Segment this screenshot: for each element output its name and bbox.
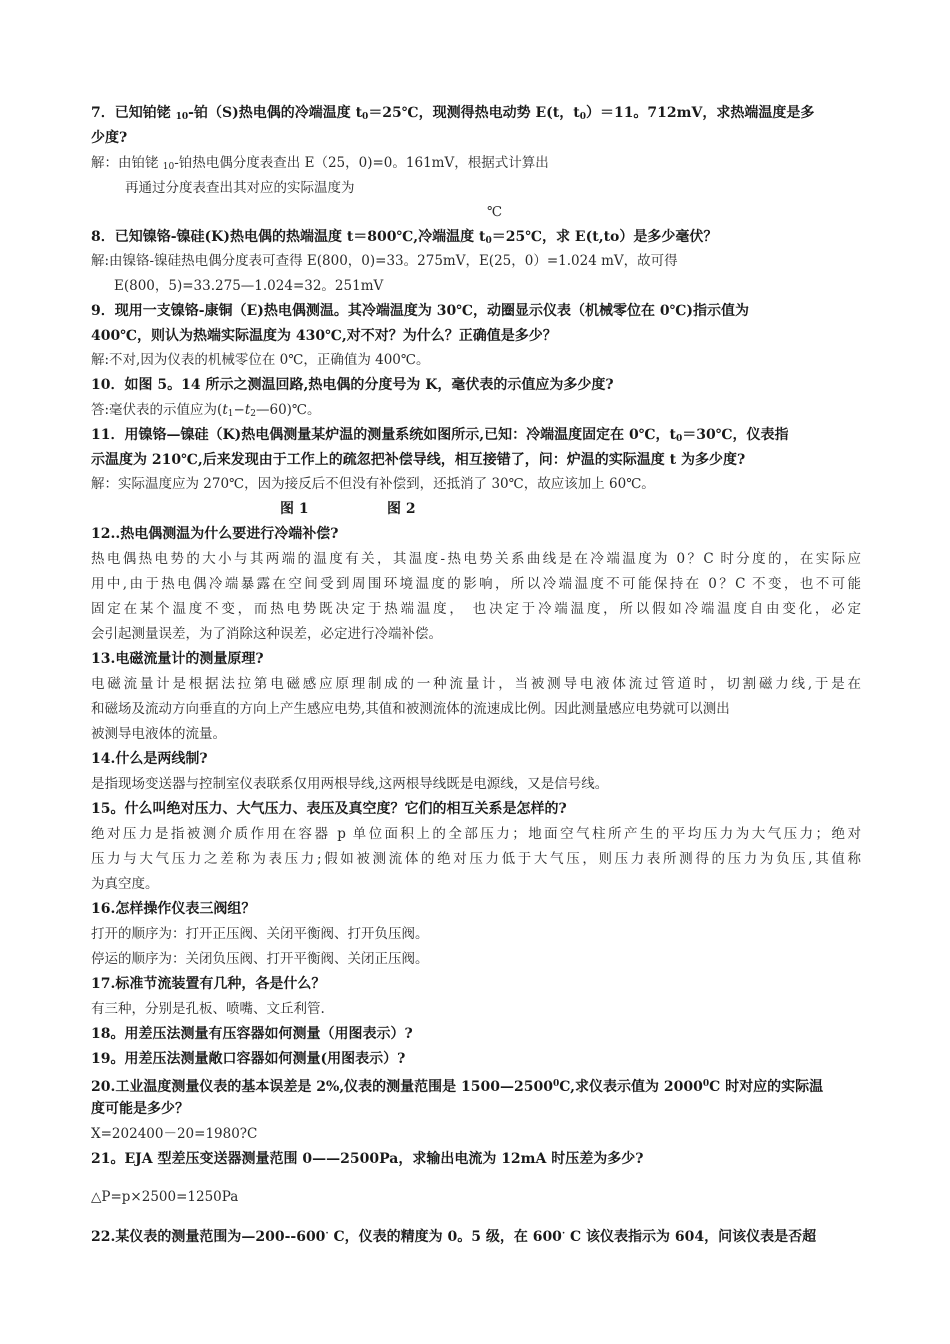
text-run: 19。用差压法测量敞口容器如何测量(用图表示）? xyxy=(91,1051,406,1067)
subscript: 2 xyxy=(250,409,256,419)
answer-line xyxy=(91,999,861,1019)
text-run: ）＝11。712mV，求热端温度是多 xyxy=(585,105,815,121)
text-run: 图 1 xyxy=(280,501,309,517)
answer-line xyxy=(91,350,861,370)
text-run: 22.某仪表的测量范围为—200--600 xyxy=(91,1229,326,1245)
text-run: 度可能是多少？ xyxy=(91,1101,189,1117)
question-line xyxy=(91,1049,861,1069)
text-run: C，仪表的精度为 0。5 级，在 600 xyxy=(328,1229,562,1245)
text-run: —60)℃。 xyxy=(255,402,321,418)
text-run: 12..热电偶测温为什么要进行冷端补偿? xyxy=(91,526,339,542)
answer-line xyxy=(91,874,861,894)
answer-line xyxy=(91,251,861,271)
question-line xyxy=(91,1149,861,1169)
text-run: 和磁场及流动方向垂直的方向上产生感应电势,其值和被测流体的流速成比例。因此测量感应电势就可以测出 xyxy=(91,701,730,717)
subscript: 0 xyxy=(362,112,369,122)
answer-line xyxy=(91,574,861,594)
answer-line xyxy=(91,949,861,969)
subscript: 0 xyxy=(579,112,586,122)
superscript: 0 xyxy=(702,1079,710,1089)
answer-line xyxy=(91,724,861,744)
text-run: 用中,由于热电偶冷端暴露在空间受到周围环境温度的影响，所以冷端温度不可能保持在 0？C 不变，也不可能 xyxy=(91,576,861,592)
text-run: 16.怎样操作仪表三阀组？ xyxy=(91,901,256,917)
question-line xyxy=(91,450,861,470)
question-line xyxy=(91,524,861,544)
text-run: − xyxy=(233,402,245,418)
text-run: 8．已知镍铬-镍硅(K)热电偶的热端温度 t＝800℃,冷端温度 t xyxy=(91,229,486,245)
text-run: 10．如图 5。14 所示之测温回路,热电偶的分度号为 K，毫伏表的示值应为多少度? xyxy=(91,377,614,393)
text-run: 13.电磁流量计的测量原理? xyxy=(91,651,264,667)
superscript: 0 xyxy=(552,1079,560,1089)
text-run: 绝对压力是指被测介质作用在容器 p 单位面积上的全部压力；地面空气柱所产生的平均压力为大气压力；绝对 xyxy=(91,826,861,842)
text-run: E(800，5)=33.275—1.024=32。251mV xyxy=(114,278,384,294)
question-line xyxy=(91,128,861,148)
question-line xyxy=(91,1074,861,1094)
subscript: 1 xyxy=(227,409,234,419)
text-run: 少度? xyxy=(91,130,128,146)
question-line xyxy=(91,227,861,247)
question-line xyxy=(91,1224,861,1244)
text-run: 21。EJA 型差压变送器测量范围 0——2500Pa，求输出电流为 12mA 时压差为多少? xyxy=(91,1151,644,1167)
text-run: 15。什么叫绝对压力、大气压力、表压及真空度？它们的相互关系是怎样的? xyxy=(91,801,567,817)
text-run: 为真空度。 xyxy=(91,876,159,892)
subscript: 0 xyxy=(485,236,492,246)
question-line xyxy=(91,974,861,994)
answer-line xyxy=(91,849,861,869)
question-line xyxy=(91,326,861,346)
question-line xyxy=(280,499,309,519)
question-line xyxy=(91,1024,861,1044)
answer-line xyxy=(91,153,861,173)
text-run: 电磁流量计是根据法拉第电磁感应原理制成的一种流量计，当被测导电液体流过管道时，切割磁力线,于是在 xyxy=(91,676,861,692)
question-line xyxy=(91,301,861,321)
question-line xyxy=(91,899,861,919)
answer-line xyxy=(91,774,861,794)
text-run: 14.什么是两线制? xyxy=(91,751,208,767)
text-run: ＝25℃，求 E(t,to）是多少毫伏？ xyxy=(491,229,718,245)
answer-line xyxy=(91,1124,861,1144)
question-line xyxy=(91,103,861,123)
text-run: 停运的顺序为：关闭负压阀、打开平衡阀、关闭正压阀。 xyxy=(91,951,429,967)
superscript: · xyxy=(325,1229,329,1239)
text-run: 解:由镍铬-镍硅热电偶分度表可查得 E(800，0)=33。275mV，E(25，0）=1.024 mV，故可得 xyxy=(91,253,678,269)
text-run: 是指现场变送器与控制室仪表联系仅用两根导线,这两根导线既是电源线，又是信号线。 xyxy=(91,776,609,792)
question-line xyxy=(387,499,416,519)
text-run: 再通过分度表查出其对应的实际温度为 xyxy=(125,180,355,196)
answer-line xyxy=(91,549,861,569)
text-run: 解:不对,因为仪表的机械零位在 0℃，正确值为 400℃。 xyxy=(91,352,430,368)
answer-line xyxy=(91,474,861,494)
text-run: 20.工业温度测量仪表的基本误差是 2%,仪表的测量范围是 1500—2500 xyxy=(91,1079,553,1095)
text-run: ＝25℃，现测得热电动势 E(t，t xyxy=(368,105,580,121)
text-run: ℃ xyxy=(487,204,503,220)
text-run: 示温度为 210℃,后来发现由于工作上的疏忽把补偿导线，相互接错了，问：炉温的实际温度 t 为多少度? xyxy=(91,452,746,468)
answer-line xyxy=(91,624,861,644)
text-run: 图 2 xyxy=(387,501,416,517)
text-run: 11．用镍铬—镍硅（K)热电偶测量某炉温的测量系统如图所示,已知：冷端温度固定在 0℃，t xyxy=(91,427,677,443)
text-run: 压力与大气压力之差称为表压力;假如被测流体的绝对压力低于大气压，则压力表所测得的压力为负压,其值称 xyxy=(91,851,861,867)
italic-symbol: t xyxy=(222,402,228,418)
answer-line xyxy=(91,674,861,694)
answer-line xyxy=(91,699,861,719)
text-run: 解：由铂铑 xyxy=(91,155,163,171)
text-run: 400℃，则认为热端实际温度为 430℃,对不对？为什么？正确值是多少？ xyxy=(91,328,557,344)
answer-line xyxy=(114,276,884,296)
question-line xyxy=(91,375,861,395)
answer-line xyxy=(91,824,861,844)
subscript: 10 xyxy=(162,162,175,172)
text-run: △P=p×2500=1250Pa xyxy=(91,1189,239,1205)
text-run: 打开的顺序为：打开正压阀、关闭平衡阀、打开负压阀。 xyxy=(91,926,429,942)
text-run: 会引起测量误差，为了消除这种误差，必定进行冷端补偿。 xyxy=(91,626,442,642)
text-run: ＝30℃，仪表指 xyxy=(682,427,789,443)
text-run: C 该仪表指示为 604，问该仪表是否超 xyxy=(565,1229,817,1245)
answer-line xyxy=(91,400,861,420)
text-run: -铂（S)热电偶的冷端温度 t xyxy=(188,105,363,121)
italic-symbol: t xyxy=(244,402,251,418)
text-run: 7．已知铂铑 xyxy=(91,105,176,121)
text-run: 17.标准节流装置有几种，各是什么？ xyxy=(91,976,326,992)
subscript: 10 xyxy=(175,112,189,122)
text-run: -铂热电偶分度表查出 E（25，0)=0。161mV，根据式计算出 xyxy=(174,155,549,171)
text-run: C,求仪表示值为 2000 xyxy=(559,1079,703,1095)
text-run: 9．现用一支镍铬-康铜（E)热电偶测温。其冷端温度为 30℃，动圈显示仪表（机械零位在 0℃)指示值为 xyxy=(91,303,749,319)
subscript: 0 xyxy=(676,434,683,444)
answer-line xyxy=(91,924,861,944)
question-line xyxy=(91,425,861,445)
question-line xyxy=(91,749,861,769)
question-line xyxy=(91,799,861,819)
answer-line xyxy=(91,1187,861,1207)
text-run: 有三种，分别是孔板、喷嘴、文丘利管. xyxy=(91,1001,325,1017)
answer-line xyxy=(125,178,895,198)
question-line xyxy=(91,649,861,669)
answer-line xyxy=(487,202,502,222)
superscript: · xyxy=(561,1229,566,1239)
text-run: C 时对应的实际温 xyxy=(709,1079,824,1095)
text-run: 固定在某个温度不变，而热电势既决定于热端温度， 也决定于冷端温度，所以假如冷端温度自由变化，必定 xyxy=(91,601,861,617)
text-run: X=202400－20=1980?C xyxy=(91,1126,258,1142)
text-run: 被测导电液体的流量。 xyxy=(91,726,226,742)
text-run: 解：实际温度应为 270℃，因为接反后不但没有补偿到，还抵消了 30℃，故应该加上 60℃。 xyxy=(91,476,655,492)
text-run: 18。用差压法测量有压容器如何测量（用图表示）? xyxy=(91,1026,413,1042)
text-run: 答:毫伏表的示值应为( xyxy=(91,402,223,418)
text-run: 热电偶热电势的大小与其两端的温度有关，其温度-热电势关系曲线是在冷端温度为 0？C 时分度的，在实际应 xyxy=(91,551,861,567)
answer-line xyxy=(91,599,861,619)
question-line xyxy=(91,1099,861,1119)
